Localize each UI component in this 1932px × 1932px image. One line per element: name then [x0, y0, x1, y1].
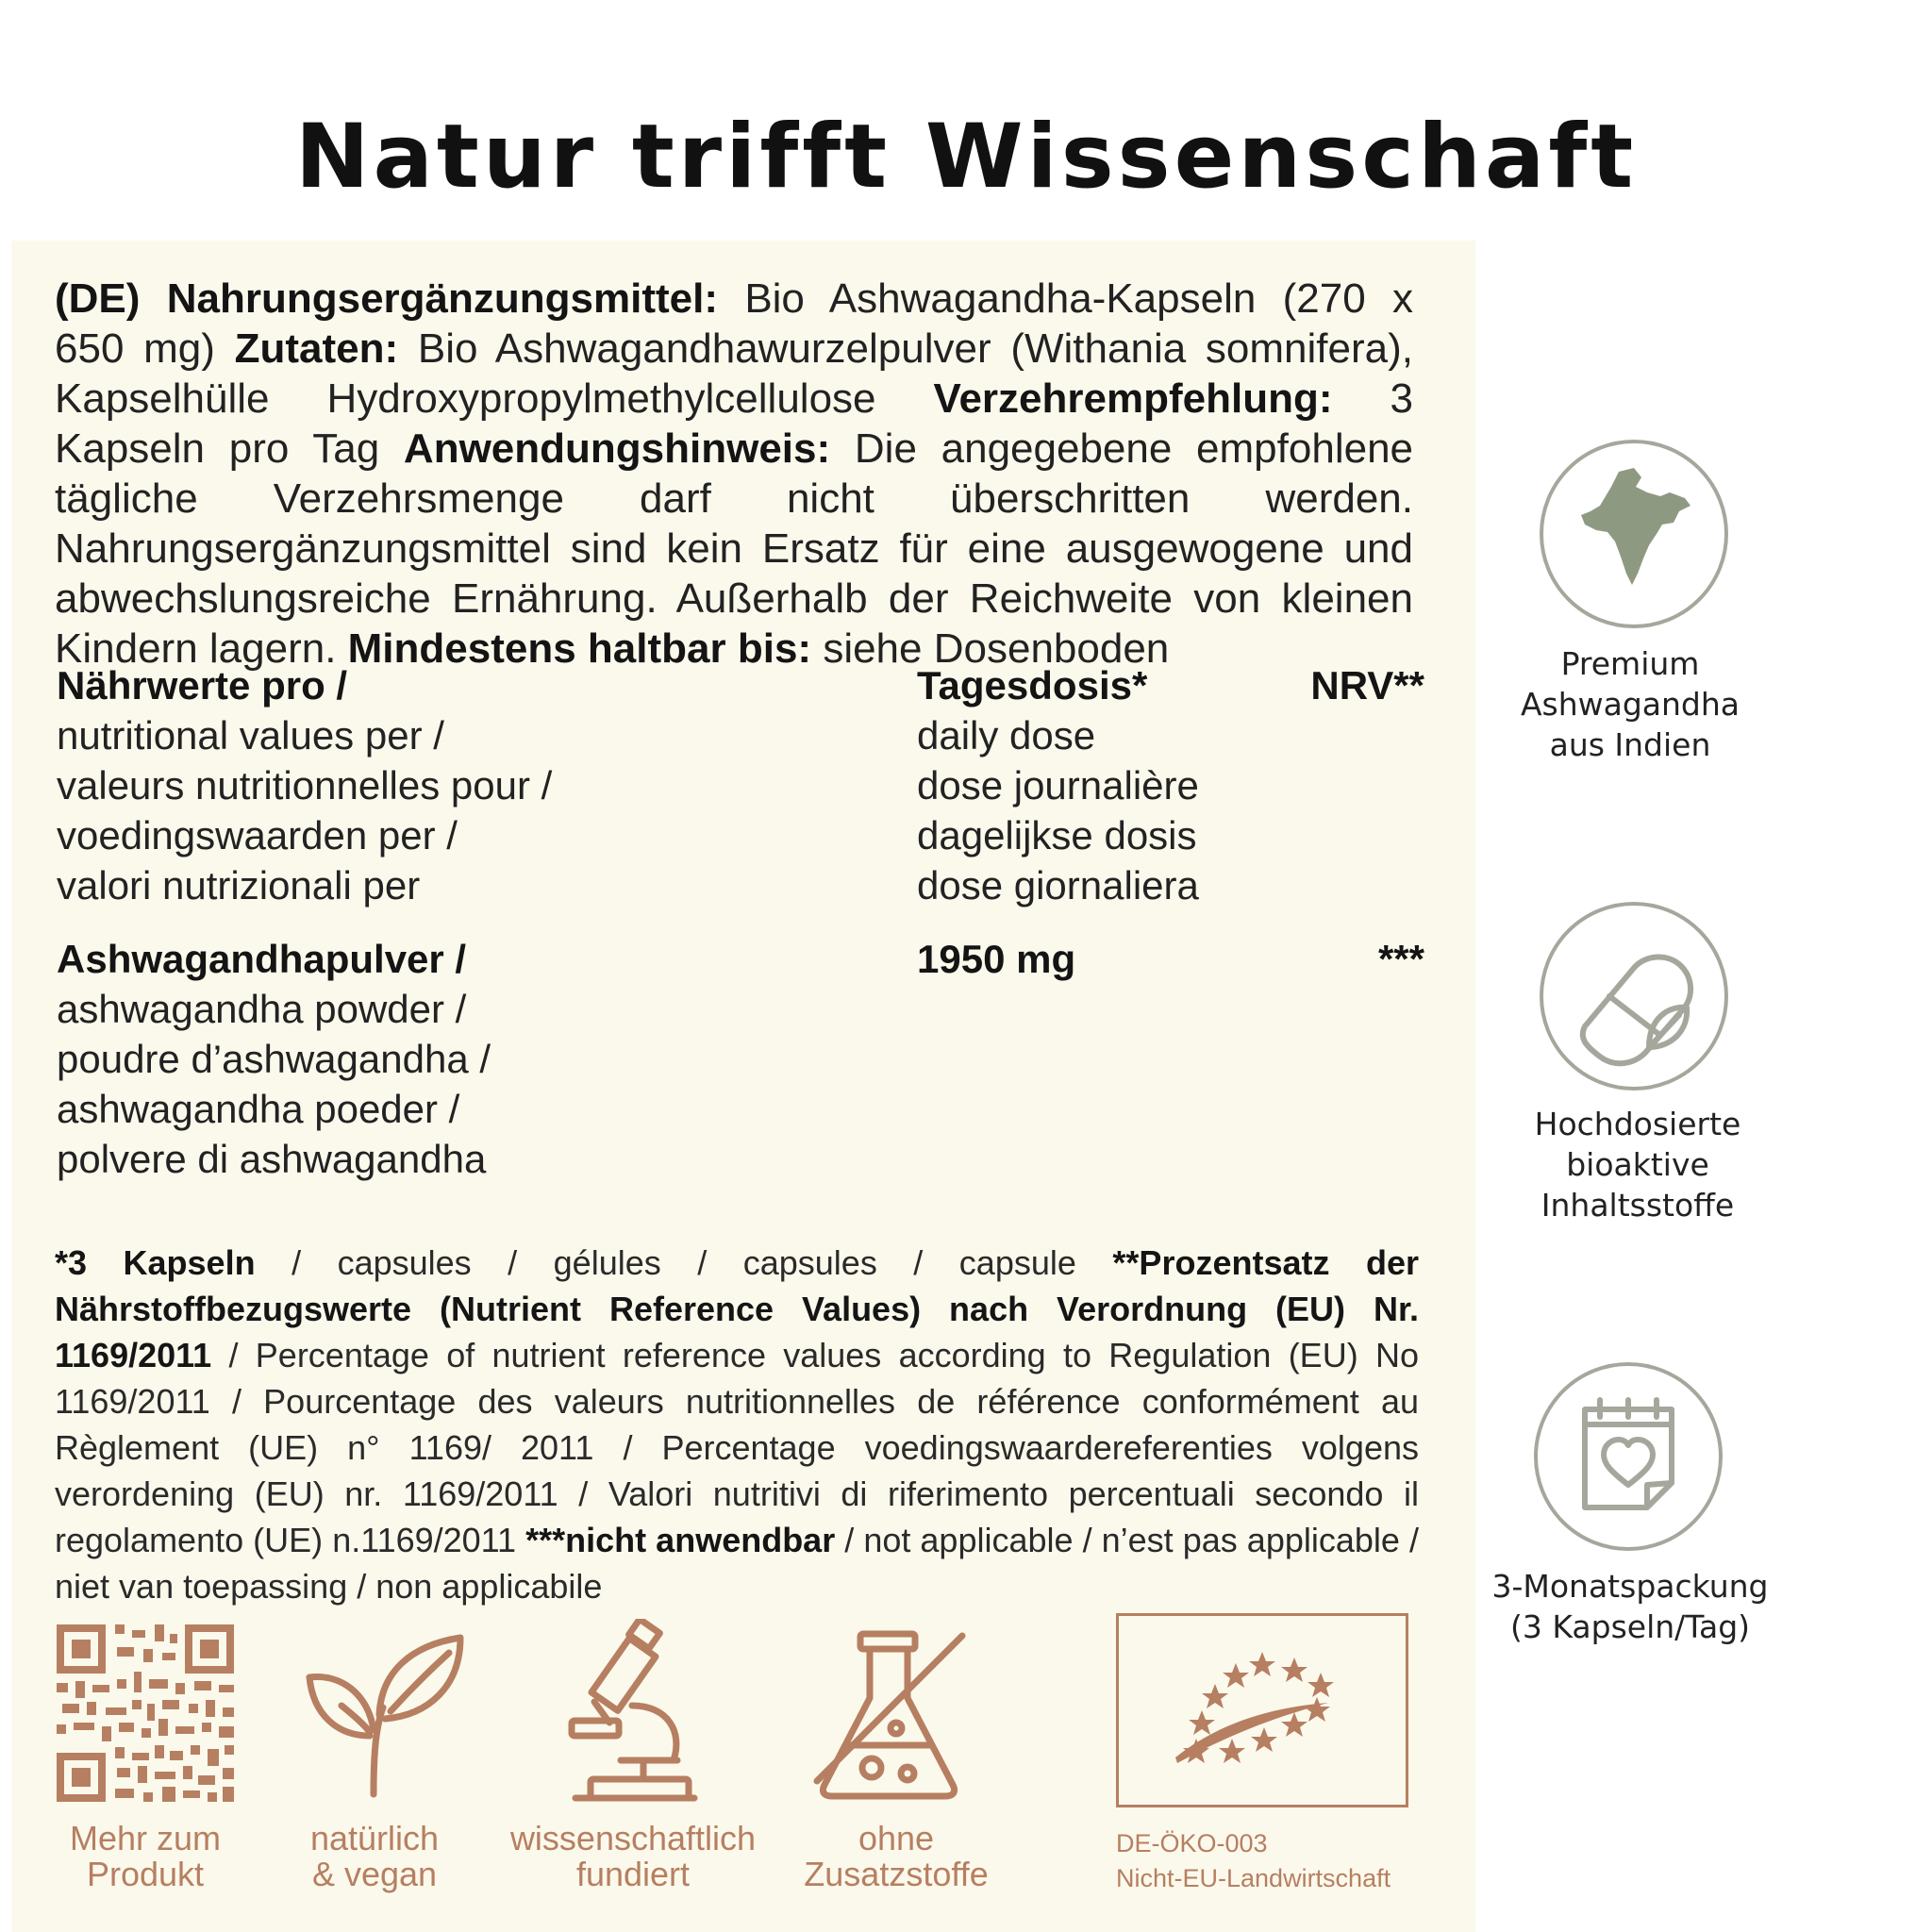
badge-caption-additives	[779, 1821, 1013, 1892]
ingredient-name-line: ashwagandha poeder /	[57, 1087, 460, 1131]
capsule-leaf-icon	[1543, 906, 1724, 1087]
ingredient-name-line: poudre d’ashwagandha /	[57, 1037, 491, 1081]
feature-circle-origin	[1540, 440, 1728, 628]
dosage-text: 3 Kapseln pro Tag	[55, 375, 1413, 472]
product-name: Bio Ashwagandha-Kapseln (270 x 650 mg)	[55, 275, 1413, 372]
footnote-2-text: / Percentage of nutrient reference values according to Regulation (EU) No 1169/2011 / Pourcentage des valeurs nutritionnelles de référence conformément au Règlement (UE) n° 1169/ 2011 / Percentage voedingswaardereferenties volgens verordening (EU) nr. 1169/2011 / Valori nutritivi di riferimento percentuali secondo il regolamento (UE) n.1169/2011	[55, 1336, 1419, 1559]
badge-line: Mehr zum	[69, 1819, 222, 1857]
feature-circle-dosage	[1540, 902, 1728, 1091]
footnote-1-text: / capsules / gélules / capsules / capsule	[291, 1243, 1076, 1282]
feature-caption-origin	[1470, 643, 1790, 765]
badge-caption-vegan	[274, 1821, 475, 1892]
badge-line: fundiert	[575, 1855, 691, 1893]
product-description	[55, 274, 1413, 674]
footnote-1-label: *3 Kapseln	[55, 1243, 256, 1282]
feature-line: (3 Kapseln/Tag)	[1509, 1608, 1751, 1645]
feature-line: aus Indien	[1549, 726, 1711, 763]
eu-organic-leaf-icon	[1119, 1616, 1406, 1805]
nutrition-header-line: valori nutrizionali per	[57, 863, 421, 908]
nutrition-header-col2	[917, 660, 1199, 910]
badge-caption-science	[509, 1821, 757, 1892]
feature-line: Premium	[1560, 645, 1700, 682]
ingredients-text: Bio Ashwagandhawurzelpulver (Withania somnifera), Kapselhülle Hydroxypropylmethylcellulose	[55, 325, 1413, 422]
ingredient-name-line: polvere di ashwagandha	[57, 1137, 487, 1181]
nrv-header	[1302, 660, 1424, 710]
ingredient-name-line: ashwagandha powder /	[57, 987, 467, 1031]
feature-line: bioaktive	[1566, 1146, 1709, 1183]
daily-dose-line: dagelijkse dosis	[917, 813, 1197, 858]
feature-line: 3-Monatspackung	[1491, 1568, 1769, 1605]
usage-label: Anwendungshinweis:	[403, 425, 831, 472]
badge-line: Zusatzstoffe	[804, 1855, 989, 1893]
daily-dose-line: daily dose	[917, 713, 1096, 758]
nrv-title: NRV**	[1310, 663, 1424, 708]
nutrition-row-nrv	[1302, 934, 1424, 984]
bestbefore-text: siehe Dosenboden	[823, 625, 1170, 672]
feature-circle-pack	[1534, 1362, 1723, 1551]
eu-organic-logo	[1116, 1613, 1408, 1807]
nutrition-header-col1	[57, 660, 552, 910]
ingredient-nrv: ***	[1377, 937, 1424, 981]
nutrition-row-value	[917, 934, 1075, 984]
eu-organic-text	[1116, 1826, 1391, 1896]
badge-caption-qr	[38, 1821, 253, 1892]
footnote-3-text: / not applicable / n’est pas applicable / niet van toepassing / non applicabile	[55, 1521, 1419, 1606]
eu-control-code: DE-ÖKO-003	[1116, 1829, 1268, 1857]
bestbefore-label: Mindestens haltbar bis:	[347, 625, 812, 672]
badge-line: ohne	[858, 1819, 935, 1857]
nutrition-row-name	[57, 934, 491, 1184]
footnotes	[55, 1240, 1419, 1609]
ingredient-amount: 1950 mg	[917, 937, 1076, 981]
footnote-3-label: ***nicht anwendbar	[525, 1521, 836, 1559]
ingredient-name: Ashwagandhapulver /	[57, 937, 467, 981]
page-title: Natur trifft Wissenschaft	[294, 106, 1638, 208]
feature-caption-pack	[1470, 1566, 1790, 1647]
daily-dose-title: Tagesdosis*	[917, 663, 1148, 708]
daily-dose-line: dose giornaliera	[917, 863, 1199, 908]
feature-line: Inhaltsstoffe	[1541, 1187, 1735, 1224]
feature-line: Hochdosierte	[1534, 1106, 1741, 1142]
usage-text: Die angegebene empfohlene tägliche Verzehrsmenge darf nicht überschritten werden. Nahrungsergänzungsmittel sind kein Ersatz für eine ausgewogene und abwechslungsreiche Ernährung. Außerhalb der Reichweite von kleinen Kindern lagern.	[55, 425, 1414, 672]
lang-label: (DE) Nahrungsergänzungsmittel:	[55, 275, 718, 322]
dosage-label: Verzehrempfehlung:	[933, 375, 1333, 422]
nutrition-header-line: voedingswaarden per /	[57, 813, 458, 858]
ingredients-label: Zutaten:	[234, 325, 399, 372]
daily-dose-line: dose journalière	[917, 763, 1199, 808]
calendar-heart-icon	[1538, 1366, 1719, 1547]
eu-origin: Nicht-EU-Landwirtschaft	[1116, 1864, 1391, 1892]
badge-line: natürlich	[309, 1819, 440, 1857]
feature-line: Ashwagandha	[1520, 686, 1740, 723]
nutrition-header-title: Nährwerte pro /	[57, 663, 348, 708]
badge-line: & vegan	[311, 1855, 438, 1893]
qr-code-icon[interactable]	[57, 1624, 234, 1802]
footnote-2-label: **Prozentsatz der Nährstoffbezugswerte (Nutrient Reference Values) nach Verordnung (EU) Nr. 1169/2011	[55, 1243, 1419, 1374]
badge-line: wissenschaftlich	[509, 1819, 757, 1857]
badge-line: Produkt	[86, 1855, 205, 1893]
flask-crossed-icon	[811, 1630, 972, 1800]
india-map-icon	[1543, 443, 1724, 625]
microscope-icon	[566, 1619, 698, 1804]
nutrition-header-line: valeurs nutritionnelles pour /	[57, 763, 553, 808]
feature-caption-dosage	[1477, 1104, 1798, 1225]
leaf-icon	[300, 1624, 468, 1802]
nutrition-header-line: nutritional values per /	[57, 713, 444, 758]
